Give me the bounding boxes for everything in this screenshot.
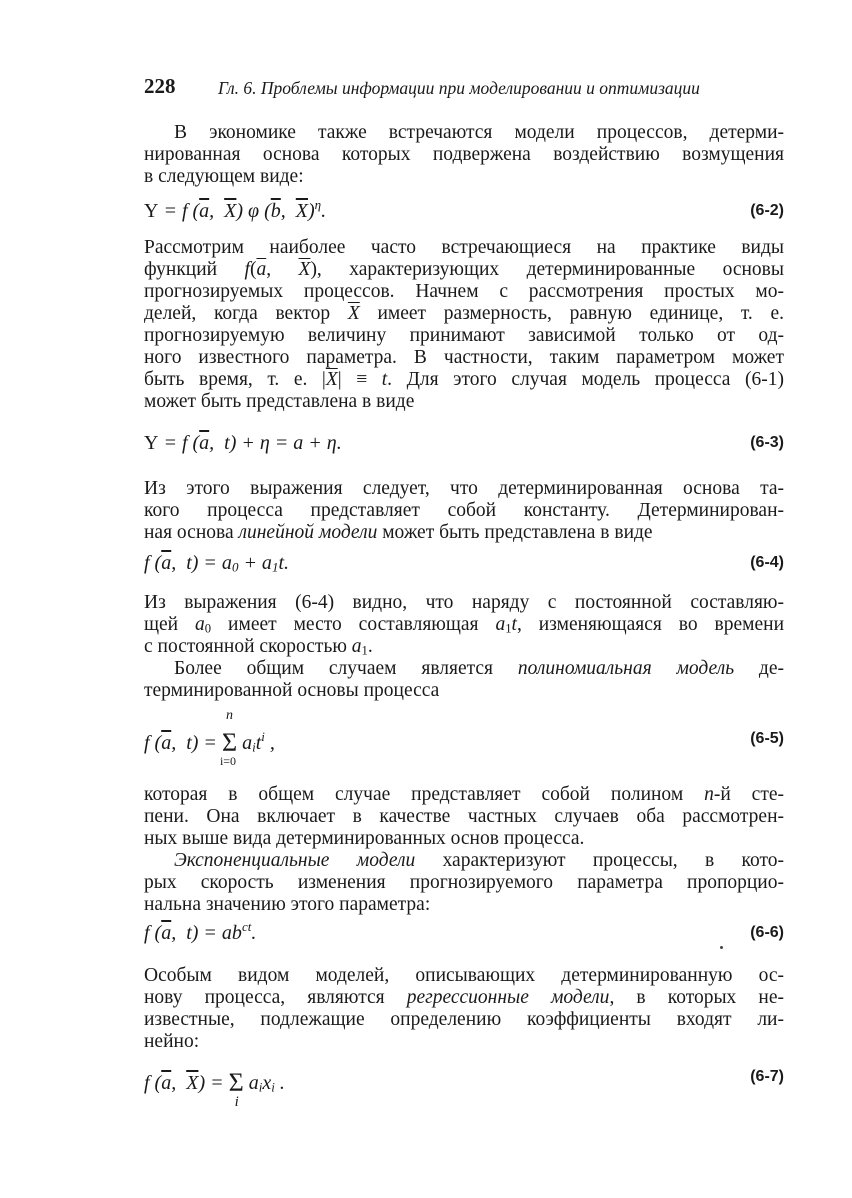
text-line: кого процесса представляет собой константу. Детерминирован- bbox=[144, 500, 784, 521]
text-line: функций $f(\overline{a}$, $\overline{X}$), характеризующих детерминированные основы bbox=[144, 259, 784, 280]
text-line: известные, подлежащие определению коэффициенты входят ли- bbox=[144, 1009, 784, 1030]
text-line: Более общим случаем является полиномиальная модель де- bbox=[174, 658, 785, 679]
text-line: Особым видом моделей, описывающих детерминированную ос- bbox=[144, 965, 784, 986]
equation-formula: f ($\overline{a}$, $t) = a_0 + a_1t$. bbox=[144, 552, 289, 575]
paragraph-3 bbox=[144, 478, 784, 544]
text-line: прогнозируемых процессов. Начнем с рассмотрения простых мо- bbox=[144, 281, 784, 302]
equation-6-3 bbox=[144, 432, 784, 460]
sum-symbol: Σ n i=0 bbox=[219, 708, 238, 768]
italic-term: линейной модели bbox=[238, 522, 378, 543]
equation-number: (6-2) bbox=[750, 202, 784, 219]
equation-6-5 bbox=[144, 708, 784, 772]
paragraph-8 bbox=[144, 965, 784, 1053]
page-number: 228 bbox=[144, 74, 176, 98]
text-line: нированная основа которых подвержена воздействию возмущения bbox=[144, 144, 784, 165]
equation-number: (6-4) bbox=[750, 554, 784, 571]
text-line: Из этого выражения следует, что детерминированная основа та- bbox=[144, 478, 784, 499]
text-line: в следующем виде: bbox=[144, 166, 304, 187]
text-line: прогнозируемую величину принимают зависимой только от од- bbox=[144, 325, 784, 346]
equation-number: (6-3) bbox=[750, 434, 784, 451]
text-line: ная основа линейной модели может быть представлена в виде bbox=[144, 522, 653, 543]
text-line: рых скорость изменения прогнозируемого параметра пропорцио- bbox=[144, 872, 784, 893]
sum-symbol: Σ i bbox=[228, 1068, 244, 1110]
text-line: быть время, т. е. $|\overline{X}| \equiv t$. Для этого случая модель процесса (6-1) bbox=[144, 369, 784, 390]
paragraph-7 bbox=[144, 850, 784, 916]
equation-number: (6-6) bbox=[750, 924, 784, 941]
equation-formula: f ($\overline{a}$, $t) = ab^{ct}$. bbox=[144, 919, 257, 944]
equation-formula: Y = f ($\overline{a}$, t) + η = a + η. bbox=[144, 432, 342, 454]
equation-formula: f ($\overline{a}$, $\overline{X}) = \Sigma$ i $a_ix_i$ . bbox=[144, 1068, 285, 1110]
text-line: может быть представлена в виде bbox=[144, 391, 415, 412]
equation-number: (6-7) bbox=[750, 1068, 784, 1085]
equation-6-4 bbox=[144, 552, 784, 580]
equation-formula: Y = f ($\overline{a}$, $\overline{X}$) φ ($\overline{b}$, $\overline{X})^\eta$. bbox=[144, 197, 327, 222]
equation-number: (6-5) bbox=[750, 730, 784, 747]
paragraph-4 bbox=[144, 592, 784, 658]
italic-term: полиномиальная модель bbox=[517, 658, 735, 679]
text-line: Из выражения (6-4) видно, что наряду с постоянной составляю- bbox=[144, 592, 784, 613]
text-line: пени. Она включает в качестве частных случаев оба рассмотрен- bbox=[144, 806, 784, 827]
paragraph-5 bbox=[144, 658, 784, 702]
italic-term: Экспоненциальные модели bbox=[174, 850, 416, 871]
text-line: нову процесса, являются регрессионные модели, в которых не- bbox=[144, 987, 784, 1008]
paragraph-6 bbox=[144, 784, 784, 850]
text-line: Экспоненциальные модели характеризуют процессы, в кото- bbox=[174, 850, 784, 871]
equation-6-7 bbox=[144, 1066, 784, 1110]
text-line: с постоянной скоростью $a_1$. bbox=[144, 636, 373, 658]
equation-6-6 bbox=[144, 919, 784, 950]
page-header bbox=[144, 74, 784, 104]
text-line: Рассмотрим наиболее часто встречающиеся на практике виды bbox=[144, 237, 784, 258]
text-line: терминированной основы процесса bbox=[144, 680, 440, 701]
text-line: делей, когда вектор $\overline{X}$ имеет размерность, равную единице, т. е. bbox=[144, 303, 785, 324]
text-line: ного известного параметра. В частности, таким параметром может bbox=[144, 347, 784, 368]
paragraph-2 bbox=[144, 237, 784, 413]
paragraph-1 bbox=[144, 122, 784, 188]
text-line: В экономике также встречаются модели процессов, детерми- bbox=[174, 122, 784, 143]
equation-6-2 bbox=[144, 197, 784, 228]
text-line: нейно: bbox=[144, 1031, 200, 1052]
italic-term: регрессионные модели bbox=[406, 987, 610, 1008]
equation-formula: f ($\overline{a}$, t) = Σ n i=0 $a_it^i$ , bbox=[144, 708, 275, 768]
text-line: которая в общем случае представляет собой полином n-й сте- bbox=[144, 784, 784, 805]
text-line: ных выше вида детерминированных основ процесса. bbox=[144, 828, 585, 849]
text-line: щей $a_0$ имеет место составляющая $a_1t$, изменяющаяся во времени bbox=[144, 614, 785, 636]
running-head: Гл. 6. Проблемы информации при моделировании и оптимизации bbox=[218, 78, 700, 98]
text-line: нальна значению этого параметра: bbox=[144, 894, 431, 915]
print-speck bbox=[720, 946, 723, 949]
